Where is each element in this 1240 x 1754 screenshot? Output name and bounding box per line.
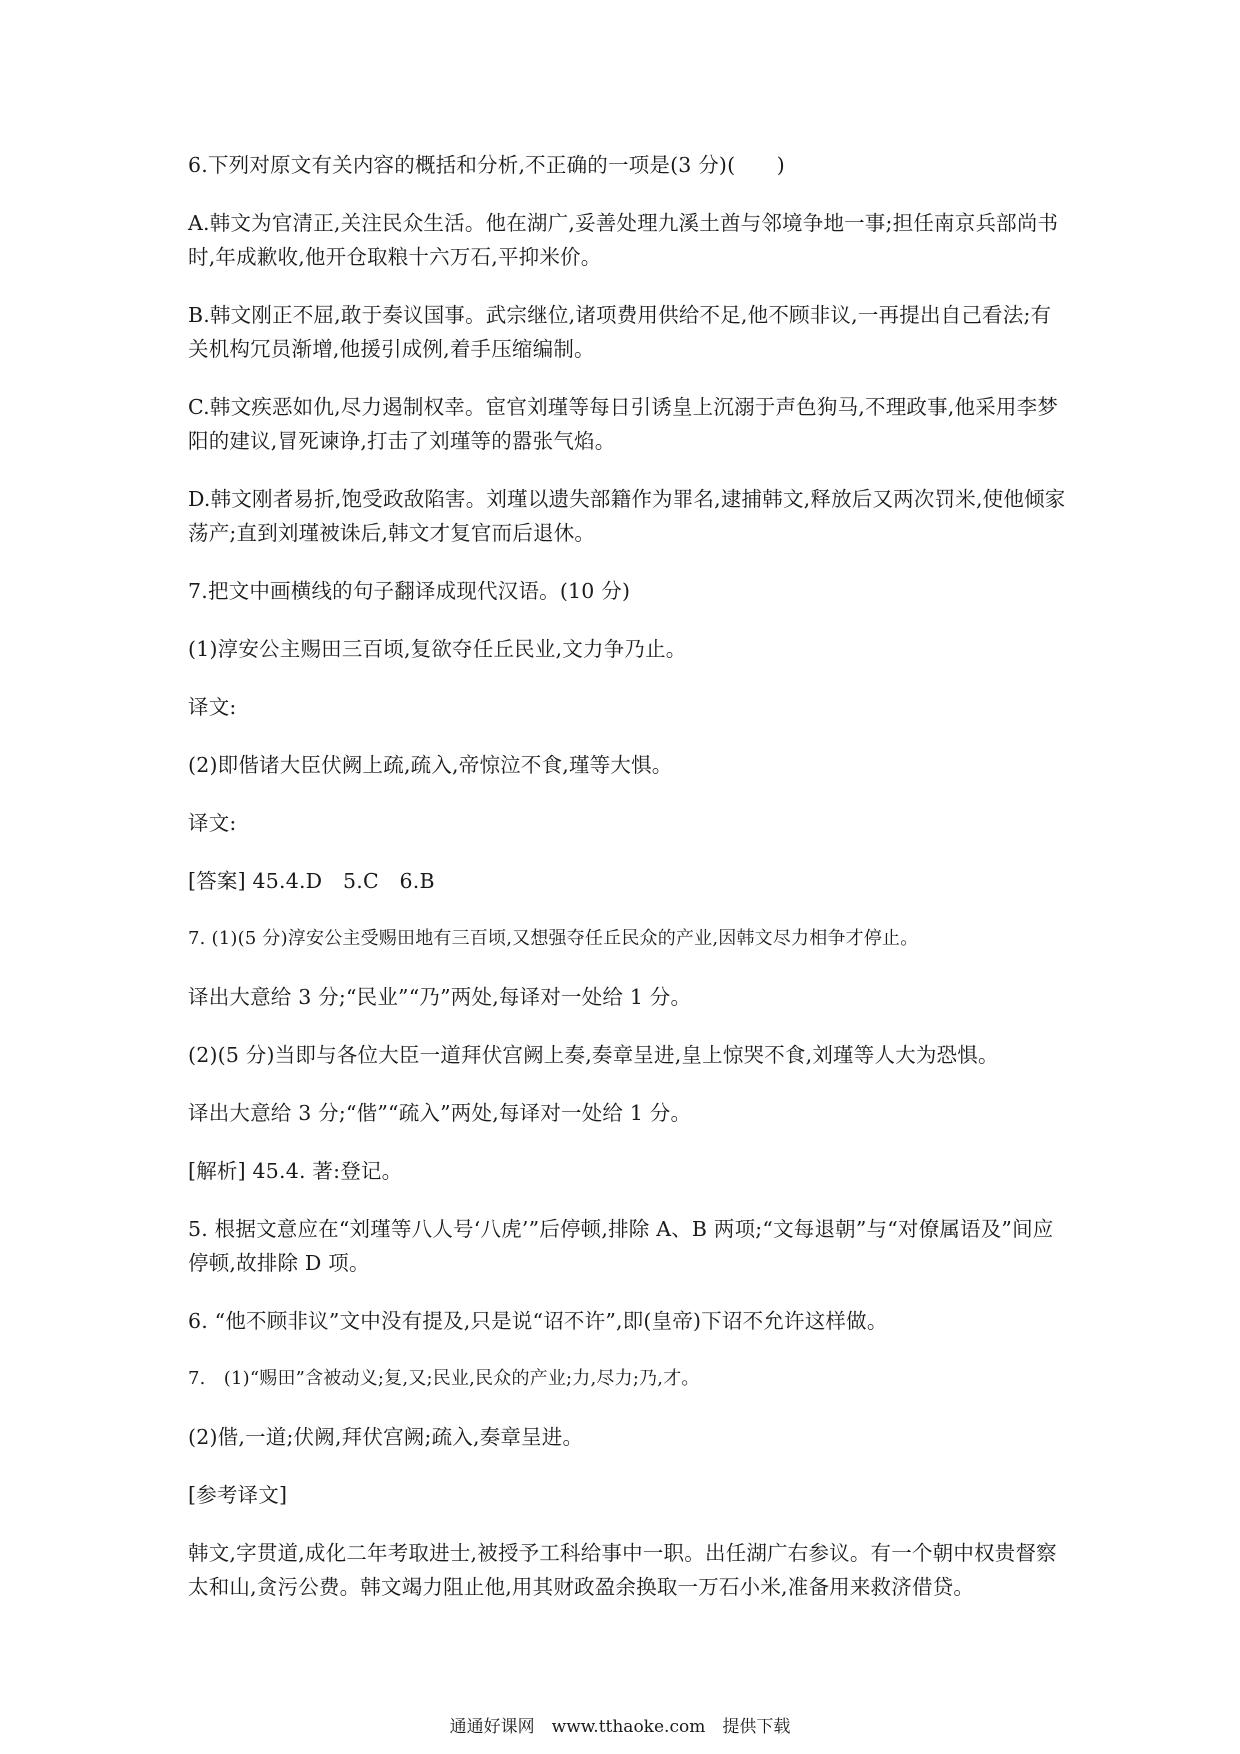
analysis-7-1: 7. (1)“赐田”含被动义;复,又;民业,民众的产业;力,尽力;乃,才。 — [188, 1368, 700, 1389]
translation-label-1: 译文: — [188, 695, 237, 719]
scoring-note-1: 译出大意给 3 分;“民业”“乃”两处,每译对一处给 1 分。 — [188, 985, 692, 1009]
question-6-stem: 6.下列对原文有关内容的概括和分析,不正确的一项是(3 分)( ) — [188, 153, 785, 177]
analysis-header: [解析] 45.4. 著:登记。 — [188, 1159, 403, 1183]
question-7-sentence-2: (2)即偕诸大臣伏阙上疏,疏入,帝惊泣不食,瑾等大惧。 — [188, 753, 673, 777]
analysis-5: 5. 根据文意应在“刘瑾等八人号‘八虎’”后停顿,排除 A、B 两项;“文每退朝”与“对僚属语及”间应停顿,故排除 D 项。 — [188, 1217, 1054, 1275]
question-7-sentence-1: (1)淳安公主赐田三百顷,复欲夺任丘民业,文力争乃止。 — [188, 637, 687, 661]
answer-7-1: 7. (1)(5 分)淳安公主受赐田地有三百顷,又想强夺任丘民众的产业,因韩文尽力相争才停止。 — [188, 928, 919, 949]
question-7-stem: 7.把文中画横线的句子翻译成现代汉语。(10 分) — [188, 579, 631, 603]
reference-translation-header: [参考译文] — [188, 1483, 288, 1507]
question-6-option-c: C.韩文疾恶如仇,尽力遏制权幸。宦官刘瑾等每日引诱皇上沉溺于声色狗马,不理政事,他采用李梦阳的建议,冒死谏诤,打击了刘瑾等的嚣张气焰。 — [188, 395, 1059, 453]
analysis-7-2: (2)偕,一道;伏阙,拜伏宫阙;疏入,奏章呈进。 — [188, 1425, 584, 1449]
question-6-option-a: A.韩文为官清正,关注民众生活。他在湖广,妥善处理九溪土酋与邻境争地一事;担任南京兵部尚书时,年成歉收,他开仓取粮十六万石,平抑米价。 — [188, 211, 1059, 269]
reference-translation-body: 韩文,字贯道,成化二年考取进士,被授予工科给事中一职。出任湖广右参议。有一个朝中权贵督察太和山,贪污公费。韩文竭力阻止他,用其财政盈余换取一万石小米,准备用来救济借贷。 — [188, 1541, 1057, 1599]
document-body — [188, 148, 1068, 1628]
page-footer: 通通好课网 www.tthaoke.com 提供下载 — [449, 1717, 791, 1737]
analysis-6: 6. “他不顾非议”文中没有提及,只是说“诏不许”,即(皇帝)下诏不允许这样做。 — [188, 1309, 888, 1333]
translation-label-2: 译文: — [188, 811, 237, 835]
answer-7-2: (2)(5 分)当即与各位大臣一道拜伏宫阙上奏,奏章呈进,皇上惊哭不食,刘瑾等人大为恐惧。 — [188, 1043, 999, 1067]
question-6-option-b: B.韩文刚正不屈,敢于奏议国事。武宗继位,诸项费用供给不足,他不顾非议,一再提出自己看法;有关机构冗员渐增,他援引成例,着手压缩编制。 — [188, 303, 1052, 361]
answer-key: [答案] 45.4.D 5.C 6.B — [188, 869, 435, 893]
question-6-option-d: D.韩文刚者易折,饱受政敌陷害。刘瑾以遗失部籍作为罪名,逮捕韩文,释放后又两次罚米,使他倾家荡产;直到刘瑾被诛后,韩文才复官而后退休。 — [188, 487, 1066, 545]
scoring-note-2: 译出大意给 3 分;“偕”“疏入”两处,每译对一处给 1 分。 — [188, 1101, 692, 1125]
